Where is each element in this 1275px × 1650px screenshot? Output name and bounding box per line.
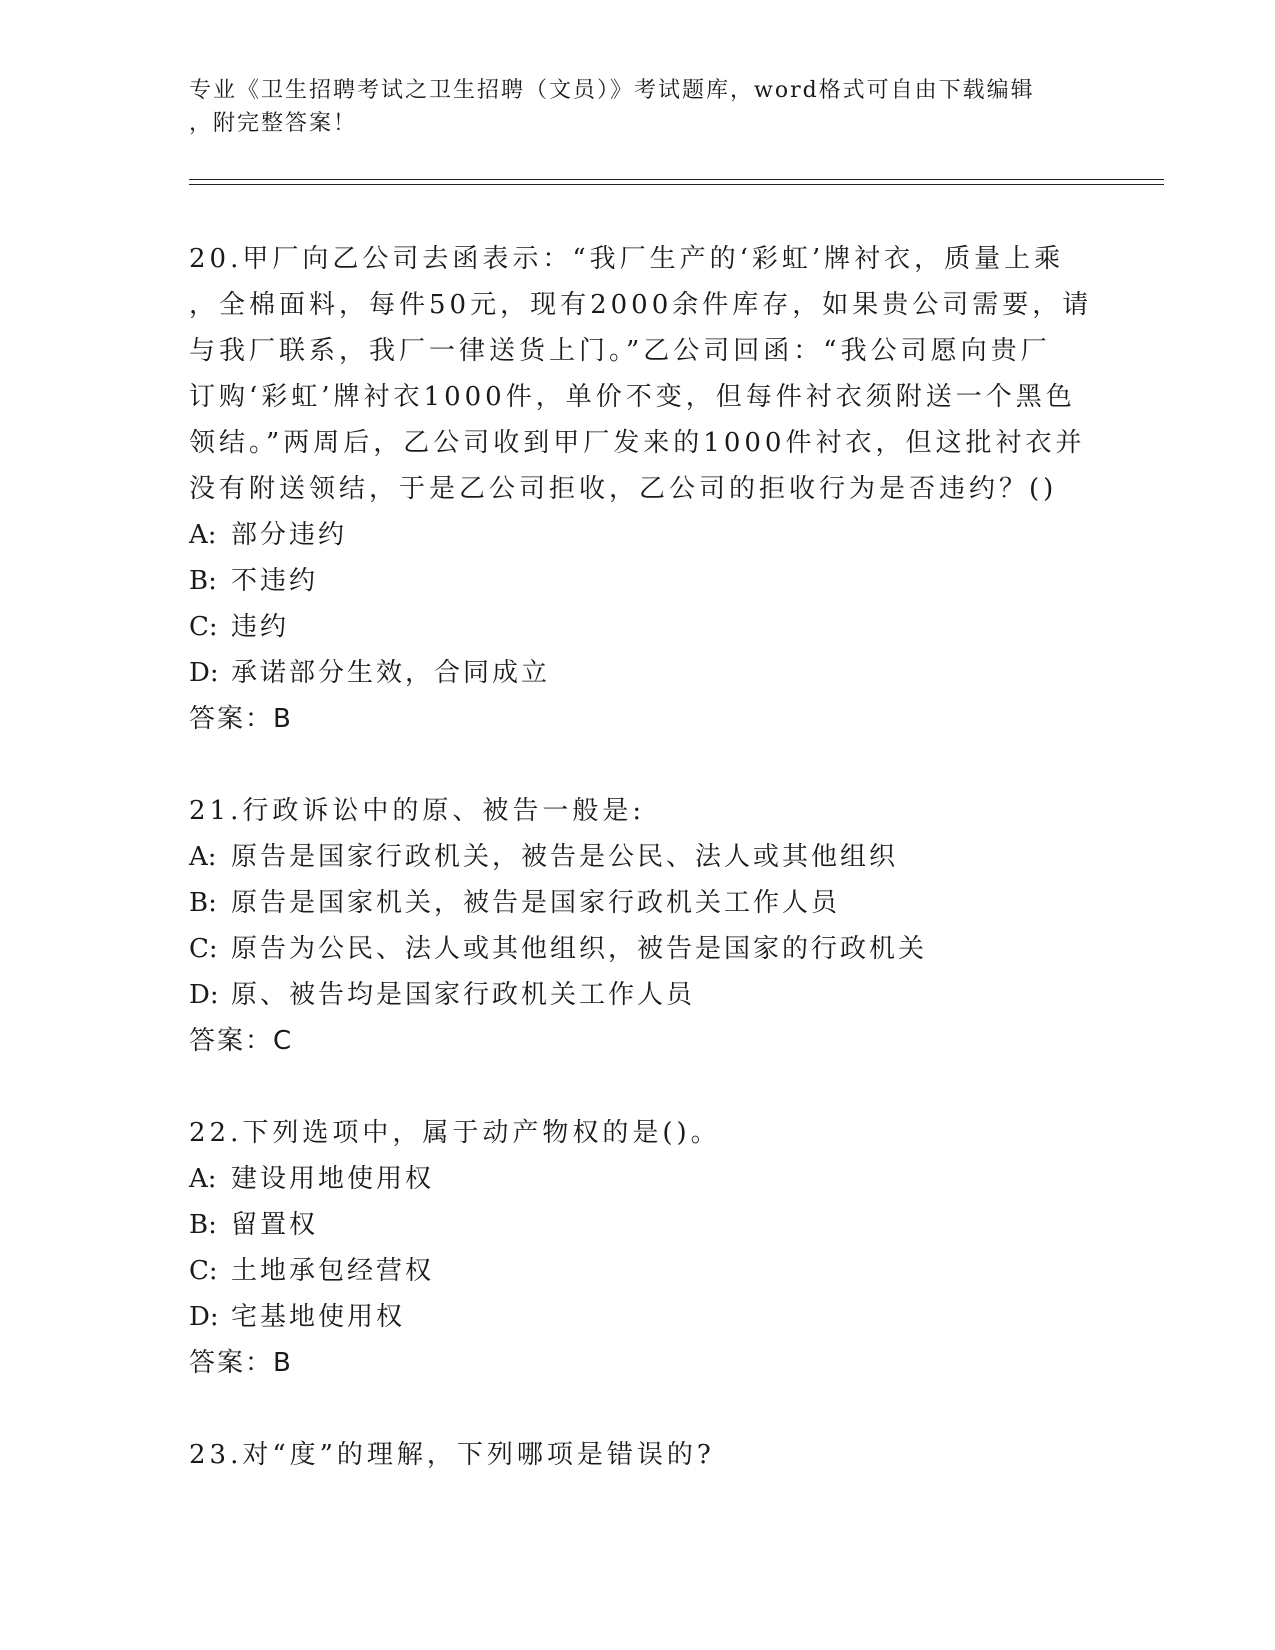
question-text-line: 20.甲厂向乙公司去函表示：“我厂生产的‘彩虹’牌衬衣，质量上乘: [189, 244, 1065, 274]
option-b: [189, 558, 1089, 604]
option-key: A:: [189, 520, 217, 550]
option-key: C:: [189, 612, 218, 642]
option-text: 留置权: [231, 1210, 319, 1240]
question-22: [189, 1110, 1089, 1386]
option-key: D:: [189, 980, 219, 1010]
option-text: 违约: [231, 612, 290, 642]
option-text: 原告为公民、法人或其他组织，被告是国家的行政机关: [231, 934, 928, 964]
question-text-line: 领结。”两周后，乙公司收到甲厂发来的1000件衬衣，但这批衬衣并: [189, 428, 1086, 458]
option-a: [189, 512, 1089, 558]
document-header: [189, 74, 1089, 140]
option-key: C:: [189, 1256, 218, 1286]
option-text: 部分违约: [231, 520, 348, 550]
option-text: 不违约: [231, 566, 319, 596]
option-text: 原告是国家机关，被告是国家行政机关工作人员: [231, 888, 841, 918]
question-text-line: 22.下列选项中，属于动产物权的是()。: [189, 1118, 721, 1148]
question-20: [189, 236, 1093, 742]
option-text: 原告是国家行政机关，被告是公民、法人或其他组织: [231, 842, 899, 872]
option-d: [189, 650, 1089, 696]
option-text: 原、被告均是国家行政机关工作人员: [231, 980, 696, 1010]
question-text-line: 23.对“度”的理解，下列哪项是错误的?: [189, 1440, 715, 1470]
option-key: B:: [189, 566, 217, 596]
option-text: 土地承包经营权: [231, 1256, 435, 1286]
option-key: A:: [189, 1164, 217, 1194]
option-d: [189, 972, 1089, 1018]
question-text-line: 21.行政诉讼中的原、被告一般是:: [189, 796, 646, 826]
option-text: 宅基地使用权: [231, 1302, 406, 1332]
option-b: [189, 880, 1089, 926]
option-d: [189, 1294, 1089, 1340]
header-divider-bottom: [189, 184, 1164, 185]
question-list: [189, 236, 1093, 1478]
option-c: [189, 604, 1089, 650]
option-text: 建设用地使用权: [231, 1164, 435, 1194]
option-a: [189, 1156, 1089, 1202]
question-text-line: 没有附送领结，于是乙公司拒收，乙公司的拒收行为是否违约？(): [189, 474, 1058, 504]
option-c: [189, 926, 1089, 972]
header-line-2: ，附完整答案！: [189, 111, 358, 136]
option-key: D:: [189, 658, 219, 688]
option-key: B:: [189, 1210, 217, 1240]
option-c: [189, 1248, 1089, 1294]
question-text-line: ，全棉面料，每件50元，现有2000余件库存，如果贵公司需要，请: [189, 290, 1093, 320]
question-text-line: 与我厂联系，我厂一律送货上门。”乙公司回函：“我公司愿向贵厂: [189, 336, 1051, 366]
option-key: A:: [189, 842, 217, 872]
option-text: 承诺部分生效，合同成立: [231, 658, 551, 688]
question-23: [189, 1432, 1089, 1478]
question-text-line: 订购‘彩虹’牌衬衣1000件，单价不变，但每件衬衣须附送一个黑色: [189, 382, 1076, 412]
header-line-1: 专业《卫生招聘考试之卫生招聘（文员）》考试题库，word格式可自由下载编辑: [189, 78, 1035, 103]
header-divider-top: [189, 179, 1164, 180]
option-key: D:: [189, 1302, 219, 1332]
option-key: B:: [189, 888, 217, 918]
answer-line: 答案：C: [189, 1026, 294, 1056]
option-b: [189, 1202, 1089, 1248]
answer-line: 答案：B: [189, 1348, 293, 1378]
question-21: [189, 788, 1089, 1064]
option-key: C:: [189, 934, 218, 964]
answer-line: 答案：B: [189, 704, 293, 734]
option-a: [189, 834, 1089, 880]
